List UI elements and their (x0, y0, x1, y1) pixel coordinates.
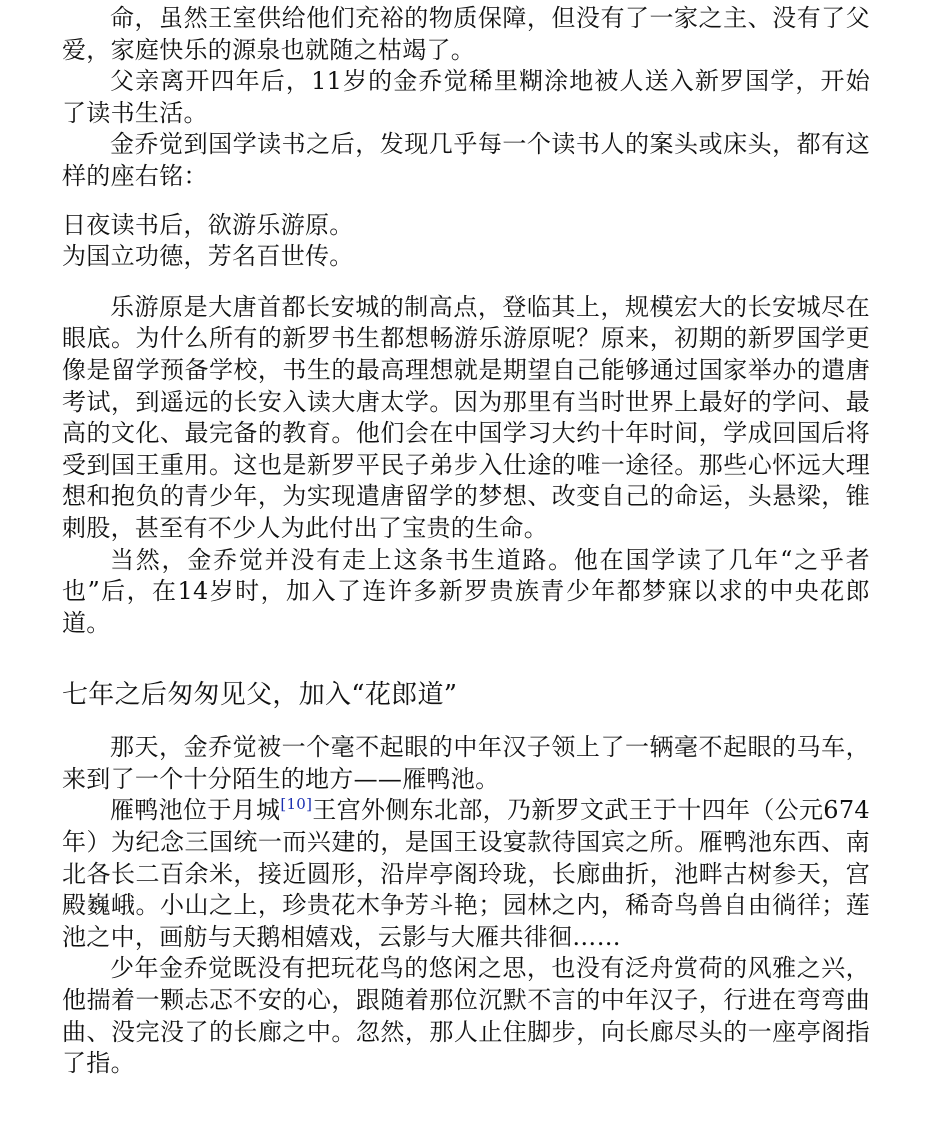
paragraph-7-start: 雁鸭池位于月城 (110, 796, 281, 825)
section-heading: 七年之后匆匆见父，加入“花郎道” (62, 680, 458, 711)
paragraph-6: 那天，金乔觉被一个毫不起眼的中年汉子领上了一辆毫不起眼的马车，来到了一个十分陌生的地方——雁鸭池。 (62, 733, 870, 793)
paragraph-7-rest: 王宫外侧东北部，乃新罗文武王于十四年（公元674年）为纪念三国统一而兴建的，是国王设宴款待国宾之所。雁鸭池东西、南北各长二百余米，接近圆形，沿岸亭阁玲珑，长廊曲折，池畔古树参天，宫殿巍峨。小山之上，珍贵花木争芳斗艳；园林之内，稀奇鸟兽自由徜徉；莲池之中，画舫与天鹅相嬉戏，云影与大雁共徘徊…… (62, 796, 870, 951)
document-page (62, 0, 870, 1080)
paragraph-7 (62, 795, 870, 953)
paragraph-5: 当然，金乔觉并没有走上这条书生道路。他在国学读了几年“之乎者也”后，在14岁时，加入了连许多新罗贵族青少年都梦寐以求的中央花郎道。 (62, 545, 870, 637)
paragraph-1: 命，虽然王室供给他们充裕的物质保障，但没有了一家之主、没有了父爱，家庭快乐的源泉也就随之枯竭了。 (62, 4, 870, 64)
poem-line-1: 日夜读书后，欲游乐游原。 (62, 210, 354, 239)
paragraph-3: 金乔觉到国学读书之后，发现几乎每一个读书人的案头或床头，都有这样的座右铭： (62, 130, 870, 190)
motto-poem (62, 210, 870, 273)
paragraph-2: 父亲离开四年后，11岁的金乔觉稀里糊涂地被人送入新罗国学，开始了读书生活。 (62, 67, 870, 127)
poem-line-2: 为国立功德，芳名百世传。 (62, 242, 354, 271)
paragraph-4: 乐游原是大唐首都长安城的制高点，登临其上，规模宏大的长安城尽在眼底。为什么所有的新罗书生都想畅游乐游原呢？原来，初期的新罗国学更像是留学预备学校，书生的最高理想就是期望自己能够通过国家举办的遣唐考试，到遥远的长安入读大唐太学。因为那里有当时世界上最好的学问、最高的文化、最完备的教育。他们会在中国学习大约十年时间，学成回国后将受到国王重用。这也是新罗平民子弟步入仕途的唯一途径。那些心怀远大理想和抱负的青少年，为实现遣唐留学的梦想、改变自己的命运，头悬梁，锥刺股，甚至有不少人为此付出了宝贵的生命。 (62, 292, 870, 542)
paragraph-8: 少年金乔觉既没有把玩花鸟的悠闲之思，也没有泛舟赏荷的风雅之兴，他揣着一颗忐忑不安的心，跟随着那位沉默不言的中年汉子，行进在弯弯曲曲、没完没了的长廊之中。忽然，那人止住脚步，向长廊尽头的一座亭阁指了指。 (62, 954, 870, 1078)
footnote-link[interactable]: [10] (280, 795, 313, 814)
